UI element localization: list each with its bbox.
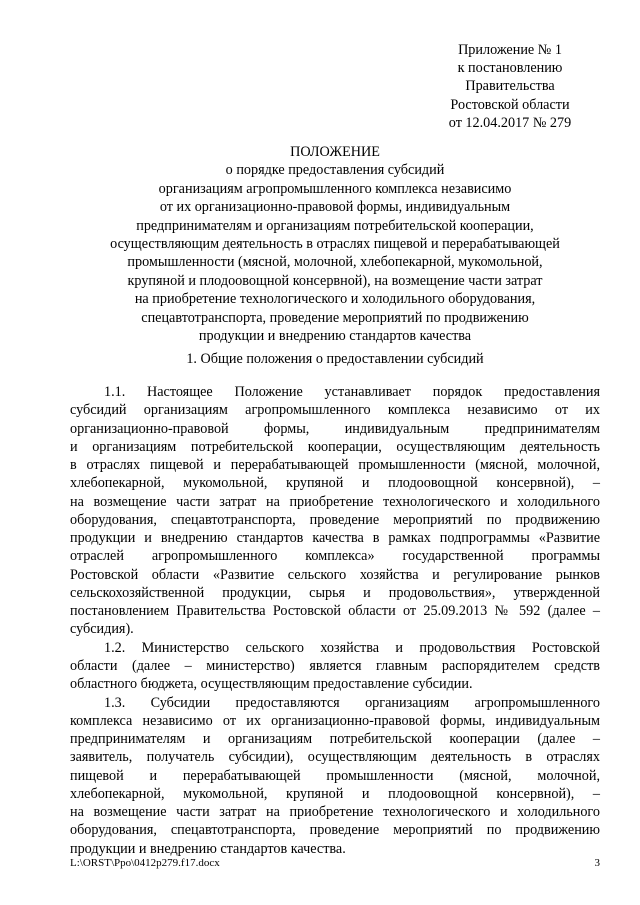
appendix-line: от 12.04.2017 № 279 xyxy=(448,114,572,131)
paragraph-line: продукции и внедрению стандартов качества. xyxy=(70,840,346,857)
paragraph-line: предпринимателям и организациям потребительской кооперации (далее – xyxy=(70,731,600,748)
title-line: осуществляющим деятельность в отраслях пищевой и перерабатывающей xyxy=(110,236,560,253)
paragraph-line: продукции и внедрению стандартов качества в рамках подпрограммы «Развитие xyxy=(70,530,600,547)
title-line: крупяной и плодоовощной консервной), на возмещение части затрат xyxy=(127,272,543,289)
paragraph-line: постановлением Правительства Ростовской области от 25.09.2013 № 592 (далее – xyxy=(70,603,600,620)
appendix-line: Приложение № 1 xyxy=(458,42,562,58)
paragraph-line: в отраслях пищевой и перерабатывающей промышленности (мясной, молочной, xyxy=(70,457,600,474)
title-line: промышленности (мясной, молочной, хлебопекарной, мукомольной, xyxy=(127,254,543,271)
paragraph-line: хлебопекарной, мукомольной, крупяной и плодоовощной консервной), – xyxy=(70,785,600,802)
paragraph-line: 1.2. Министерство сельского хозяйства и продовольствия Ростовской xyxy=(104,639,600,656)
title-line: организациям агропромышленного комплекса независимо xyxy=(158,180,512,197)
section-heading: 1. Общие положения о предоставлении субсидий xyxy=(186,351,484,367)
paragraph-line: Ростовской области «Развитие сельского хозяйства и регулирование рынков xyxy=(70,566,600,583)
paragraph-line: пищевой и перерабатывающей промышленности (мясной, молочной, xyxy=(70,767,600,784)
paragraph-line: хлебопекарной, мукомольной, крупяной и плодоовощной консервной), – xyxy=(70,475,600,492)
paragraph-line: 1.3. Субсидии предоставляются организациям агропромышленного xyxy=(104,694,600,711)
section-body xyxy=(70,383,600,858)
paragraph-line: заявитель, получатель субсидии), осуществляющим деятельность в отраслях xyxy=(70,749,600,766)
title-line: о порядке предоставления субсидий xyxy=(225,162,445,179)
document-title xyxy=(70,143,600,345)
title-line: на приобретение технологического и холодильного оборудования, xyxy=(134,291,536,308)
title-line: от их организационно-правовой формы, индивидуальным xyxy=(159,199,511,216)
paragraph-line: и организациям потребительской кооперации, осуществляющим деятельность xyxy=(70,438,600,455)
title-line: продукции и внедрению стандартов качества xyxy=(198,328,472,345)
paragraph-line: оборудования, спецавтотранспорта, проведение мероприятий по продвижению xyxy=(70,822,600,839)
paragraph-line: отраслей агропромышленного комплекса» государственной программы xyxy=(70,548,600,565)
footer-file-path: L:\ORST\Ppo\0412p279.f17.docx xyxy=(70,857,220,869)
appendix-line: Правительства xyxy=(465,78,555,95)
paragraph-line: области (далее – министерство) является главным распорядителем средств xyxy=(70,657,600,674)
appendix-reference xyxy=(420,41,600,132)
paragraph-line: оборудования, спецавтотранспорта, проведение мероприятий по продвижению xyxy=(70,511,600,528)
appendix-line: к постановлению xyxy=(457,60,563,77)
title-line: ПОЛОЖЕНИЕ xyxy=(290,144,380,160)
paragraph-line: субсидия). xyxy=(70,621,134,638)
paragraph-line: 1.1. Настоящее Положение устанавливает порядок предоставления xyxy=(104,384,600,400)
title-line: спецавтотранспорта, проведение мероприятий по продвижению xyxy=(141,309,529,326)
paragraph-line: на возмещение части затрат на приобретение технологического и холодильного xyxy=(70,804,600,821)
paragraph-line: организационно-правовой формы, индивидуальным предпринимателям xyxy=(70,420,600,437)
paragraph-line: областного бюджета, осуществляющим предоставление субсидии. xyxy=(70,676,473,693)
paragraph-line: сельскохозяйственной продукции, сырья и продовольствия», утвержденной xyxy=(70,584,600,601)
appendix-line: Ростовской области xyxy=(450,96,570,113)
page-number: 3 xyxy=(594,857,600,869)
paragraph-line: на возмещение части затрат на приобретение технологического и холодильного xyxy=(70,493,600,510)
paragraph-line: комплекса независимо от их организационно-правовой формы, индивидуальным xyxy=(70,712,600,729)
title-line: предпринимателям и организациям потребительской кооперации, xyxy=(136,217,534,234)
paragraph-line: субсидий организациям агропромышленного комплекса независимо от их xyxy=(70,402,600,419)
